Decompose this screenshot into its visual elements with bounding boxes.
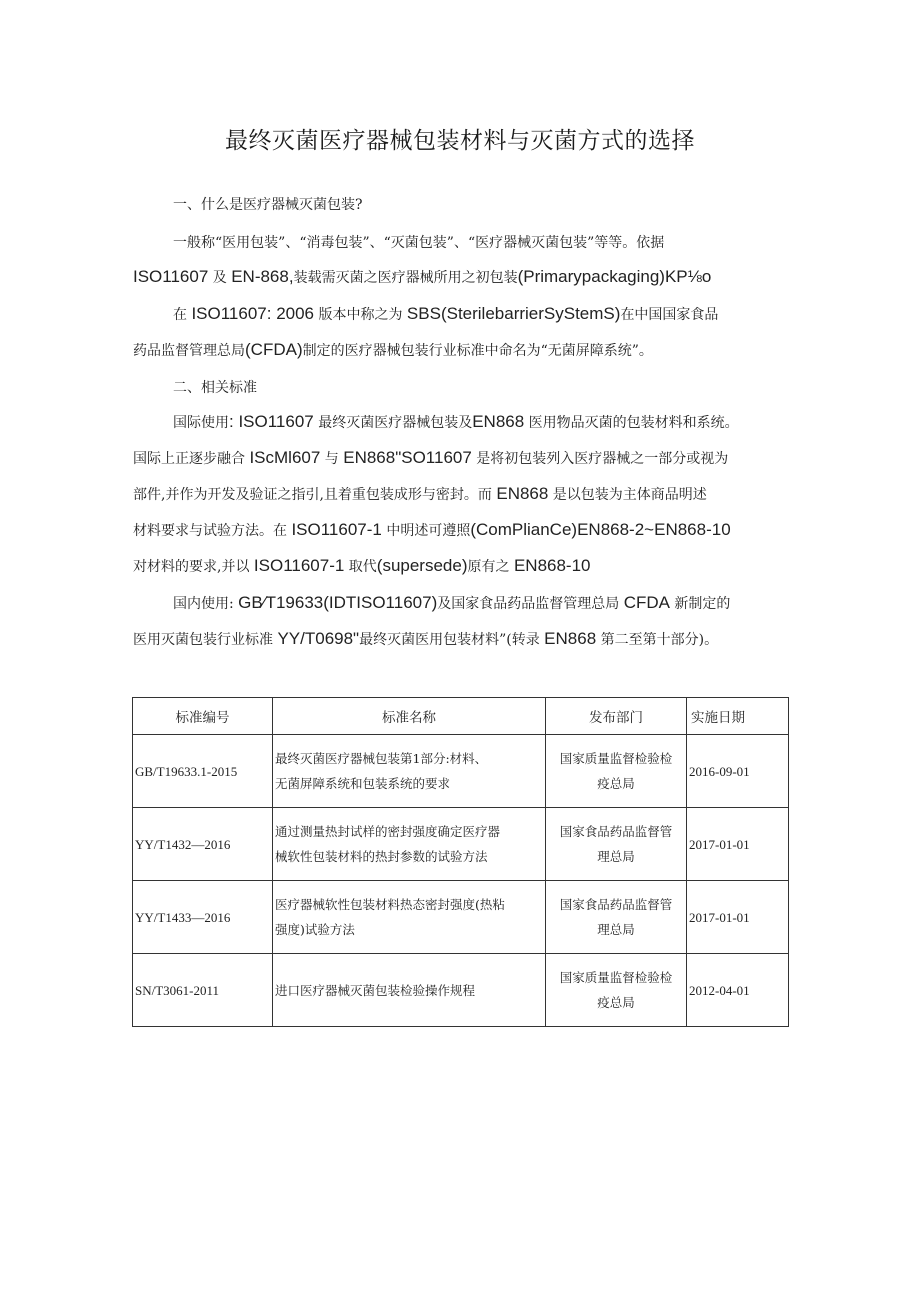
table-row xyxy=(133,735,789,808)
section-1-heading: 一、什么是医疗器械灭菌包装? xyxy=(173,197,363,213)
text-run: ISO11607-1 xyxy=(253,556,345,575)
text-run: CFDA xyxy=(623,593,670,612)
text-run: 在 xyxy=(173,307,187,323)
cell-line: 国家质量监督检验检 xyxy=(559,751,673,766)
cell-standard-name xyxy=(273,881,546,954)
text-run: 装载需灭菌之医疗器械所用之初包装 xyxy=(293,270,518,286)
text-run: EN868 xyxy=(472,412,525,431)
text-run: 是将初包装列入医疗器械之一部分或视为 xyxy=(476,451,729,467)
text-run: 及国家食品药品监督管理总局 xyxy=(437,596,620,612)
text-run: 医用物品灭菌的包装材料和系统。 xyxy=(528,415,739,431)
cell-department xyxy=(546,954,687,1027)
cell-line: 疫总局 xyxy=(597,776,635,791)
cell-department xyxy=(546,808,687,881)
cell-line: 理总局 xyxy=(597,922,635,937)
table-row xyxy=(133,954,789,1027)
text-run: EN-868, xyxy=(231,267,294,286)
cell-line: 无菌屏障系统和包装系统的要求 xyxy=(275,776,451,791)
header-effective-date: 实施日期 xyxy=(687,698,789,735)
text-run: (ComPlianCe)EN868-2~EN868-10 xyxy=(470,520,731,539)
cell-line: 医疗器械软性包装材料热态密封强度(热粘 xyxy=(275,897,505,912)
text-run: 最终灭菌医疗器械包装及 xyxy=(318,415,473,431)
text-run: 原有之 xyxy=(467,559,510,575)
text-run: ISO11607 xyxy=(133,267,209,286)
paragraph-line xyxy=(133,449,793,468)
cell-line: 强度)试验方法 xyxy=(275,922,355,937)
paragraph-line xyxy=(133,485,793,504)
text-run: 国际上正逐步融合 xyxy=(133,451,245,467)
text-run: (supersede) xyxy=(376,556,468,575)
paragraph-line xyxy=(133,557,793,576)
text-run: EN868 xyxy=(496,484,549,503)
cell-standard-code: YY/T1432—2016 xyxy=(133,808,273,881)
paragraph-line xyxy=(133,521,793,540)
text-run: 材料要求与试验方法。在 xyxy=(133,523,287,539)
cell-effective-date: 2017-01-01 xyxy=(687,808,789,881)
text-run: 及 xyxy=(212,270,227,286)
text-run: 中明述可遵照 xyxy=(386,523,471,539)
text-run: EN868 xyxy=(544,629,597,648)
cell-standard-name xyxy=(273,735,546,808)
text-run: (CFDA) xyxy=(245,340,303,359)
cell-standard-name xyxy=(273,954,546,1027)
cell-department xyxy=(546,735,687,808)
document-title: 最终灭菌医疗器械包装材料与灭菌方式的选择 xyxy=(225,128,695,154)
table-header-row xyxy=(133,698,789,735)
header-issuing-department: 发布部门 xyxy=(546,698,687,735)
text-run: 国际使用 xyxy=(173,415,229,431)
paragraph-line xyxy=(173,305,793,324)
table-row xyxy=(133,881,789,954)
text-run: 版本中称之为 xyxy=(318,307,403,323)
text-run: EN868-10 xyxy=(513,556,591,575)
text-run: 第二至第十部分)。 xyxy=(600,632,719,648)
cell-effective-date: 2012-04-01 xyxy=(687,954,789,1027)
paragraph-line xyxy=(173,594,793,613)
text-run: 在中国国家食品 xyxy=(620,307,719,323)
cell-line: 械软性包装材料的热封参数的试验方法 xyxy=(275,849,488,864)
cell-line: 国家质量监督检验检 xyxy=(559,970,673,985)
paragraph-line xyxy=(173,413,793,432)
text-run: 是以包装为主体商品明述 xyxy=(552,487,707,503)
text-run: 最终灭菌医用包装材料”(转录 xyxy=(359,632,540,648)
paragraph-line xyxy=(133,341,793,360)
text-run: 部件,并作为开发及验证之指引,且着重包装成形与密封。而 xyxy=(133,487,492,503)
text-run: YY/T0698" xyxy=(277,629,360,648)
header-standard-code: 标准编号 xyxy=(133,698,273,735)
cell-line: 最终灭菌医疗器械包装第1部分:材料、 xyxy=(275,751,488,766)
text-run: 医用灭菌包装行业标准 xyxy=(133,632,273,648)
header-standard-name: 标准名称 xyxy=(273,698,546,735)
paragraph-line xyxy=(133,630,793,649)
cell-effective-date: 2017-01-01 xyxy=(687,881,789,954)
cell-line: 进口医疗器械灭菌包装检验操作规程 xyxy=(275,982,476,998)
cell-line: 国家食品药品监督管 xyxy=(559,897,673,912)
cell-effective-date: 2016-09-01 xyxy=(687,735,789,808)
text-run: 制定的医疗器械包装行业标准中命名为“无菌屏障系统”。 xyxy=(302,343,653,359)
text-run: 国内使用: xyxy=(173,596,234,612)
text-run: 药品监督管理总局 xyxy=(133,343,245,359)
text-run: ISO11607: 2006 xyxy=(191,304,315,323)
text-run: 取代 xyxy=(348,559,377,575)
cell-line: 疫总局 xyxy=(597,995,635,1010)
cell-standard-code: YY/T1433—2016 xyxy=(133,881,273,954)
paragraph-line xyxy=(173,234,793,252)
section-2-heading: 二、相关标准 xyxy=(173,380,257,396)
text-run: : ISO11607 xyxy=(229,412,314,431)
cell-line: 理总局 xyxy=(597,849,635,864)
text-run: 新制定的 xyxy=(674,596,731,612)
standards-table xyxy=(132,697,789,1027)
text-run: (Primarypackaging)KP⅛o xyxy=(517,267,712,286)
cell-department xyxy=(546,881,687,954)
text-run: GB∕T19633(IDTISO11607) xyxy=(238,593,438,612)
table-row xyxy=(133,808,789,881)
cell-standard-code: SN/T3061-2011 xyxy=(133,954,273,1027)
cell-standard-name xyxy=(273,808,546,881)
text-run: 一般称“医用包装”、“消毒包装”、“灭菌包装”、“医疗器械灭菌包装”等等。依据 xyxy=(173,235,665,251)
text-run: EN868"SO11607 xyxy=(343,448,472,467)
text-run: IScMl607 xyxy=(249,448,321,467)
cell-standard-code: GB/T19633.1-2015 xyxy=(133,735,273,808)
cell-line: 通过测量热封试样的密封强度确定医疗器 xyxy=(275,824,501,839)
text-run: 对材料的要求,并以 xyxy=(133,559,250,575)
paragraph-line xyxy=(133,268,793,287)
text-run: SBS(SterilebarrierSyStemS) xyxy=(406,304,621,323)
text-run: ISO11607-1 xyxy=(291,520,382,539)
cell-line: 国家食品药品监督管 xyxy=(559,824,673,839)
text-run: 与 xyxy=(324,451,339,467)
